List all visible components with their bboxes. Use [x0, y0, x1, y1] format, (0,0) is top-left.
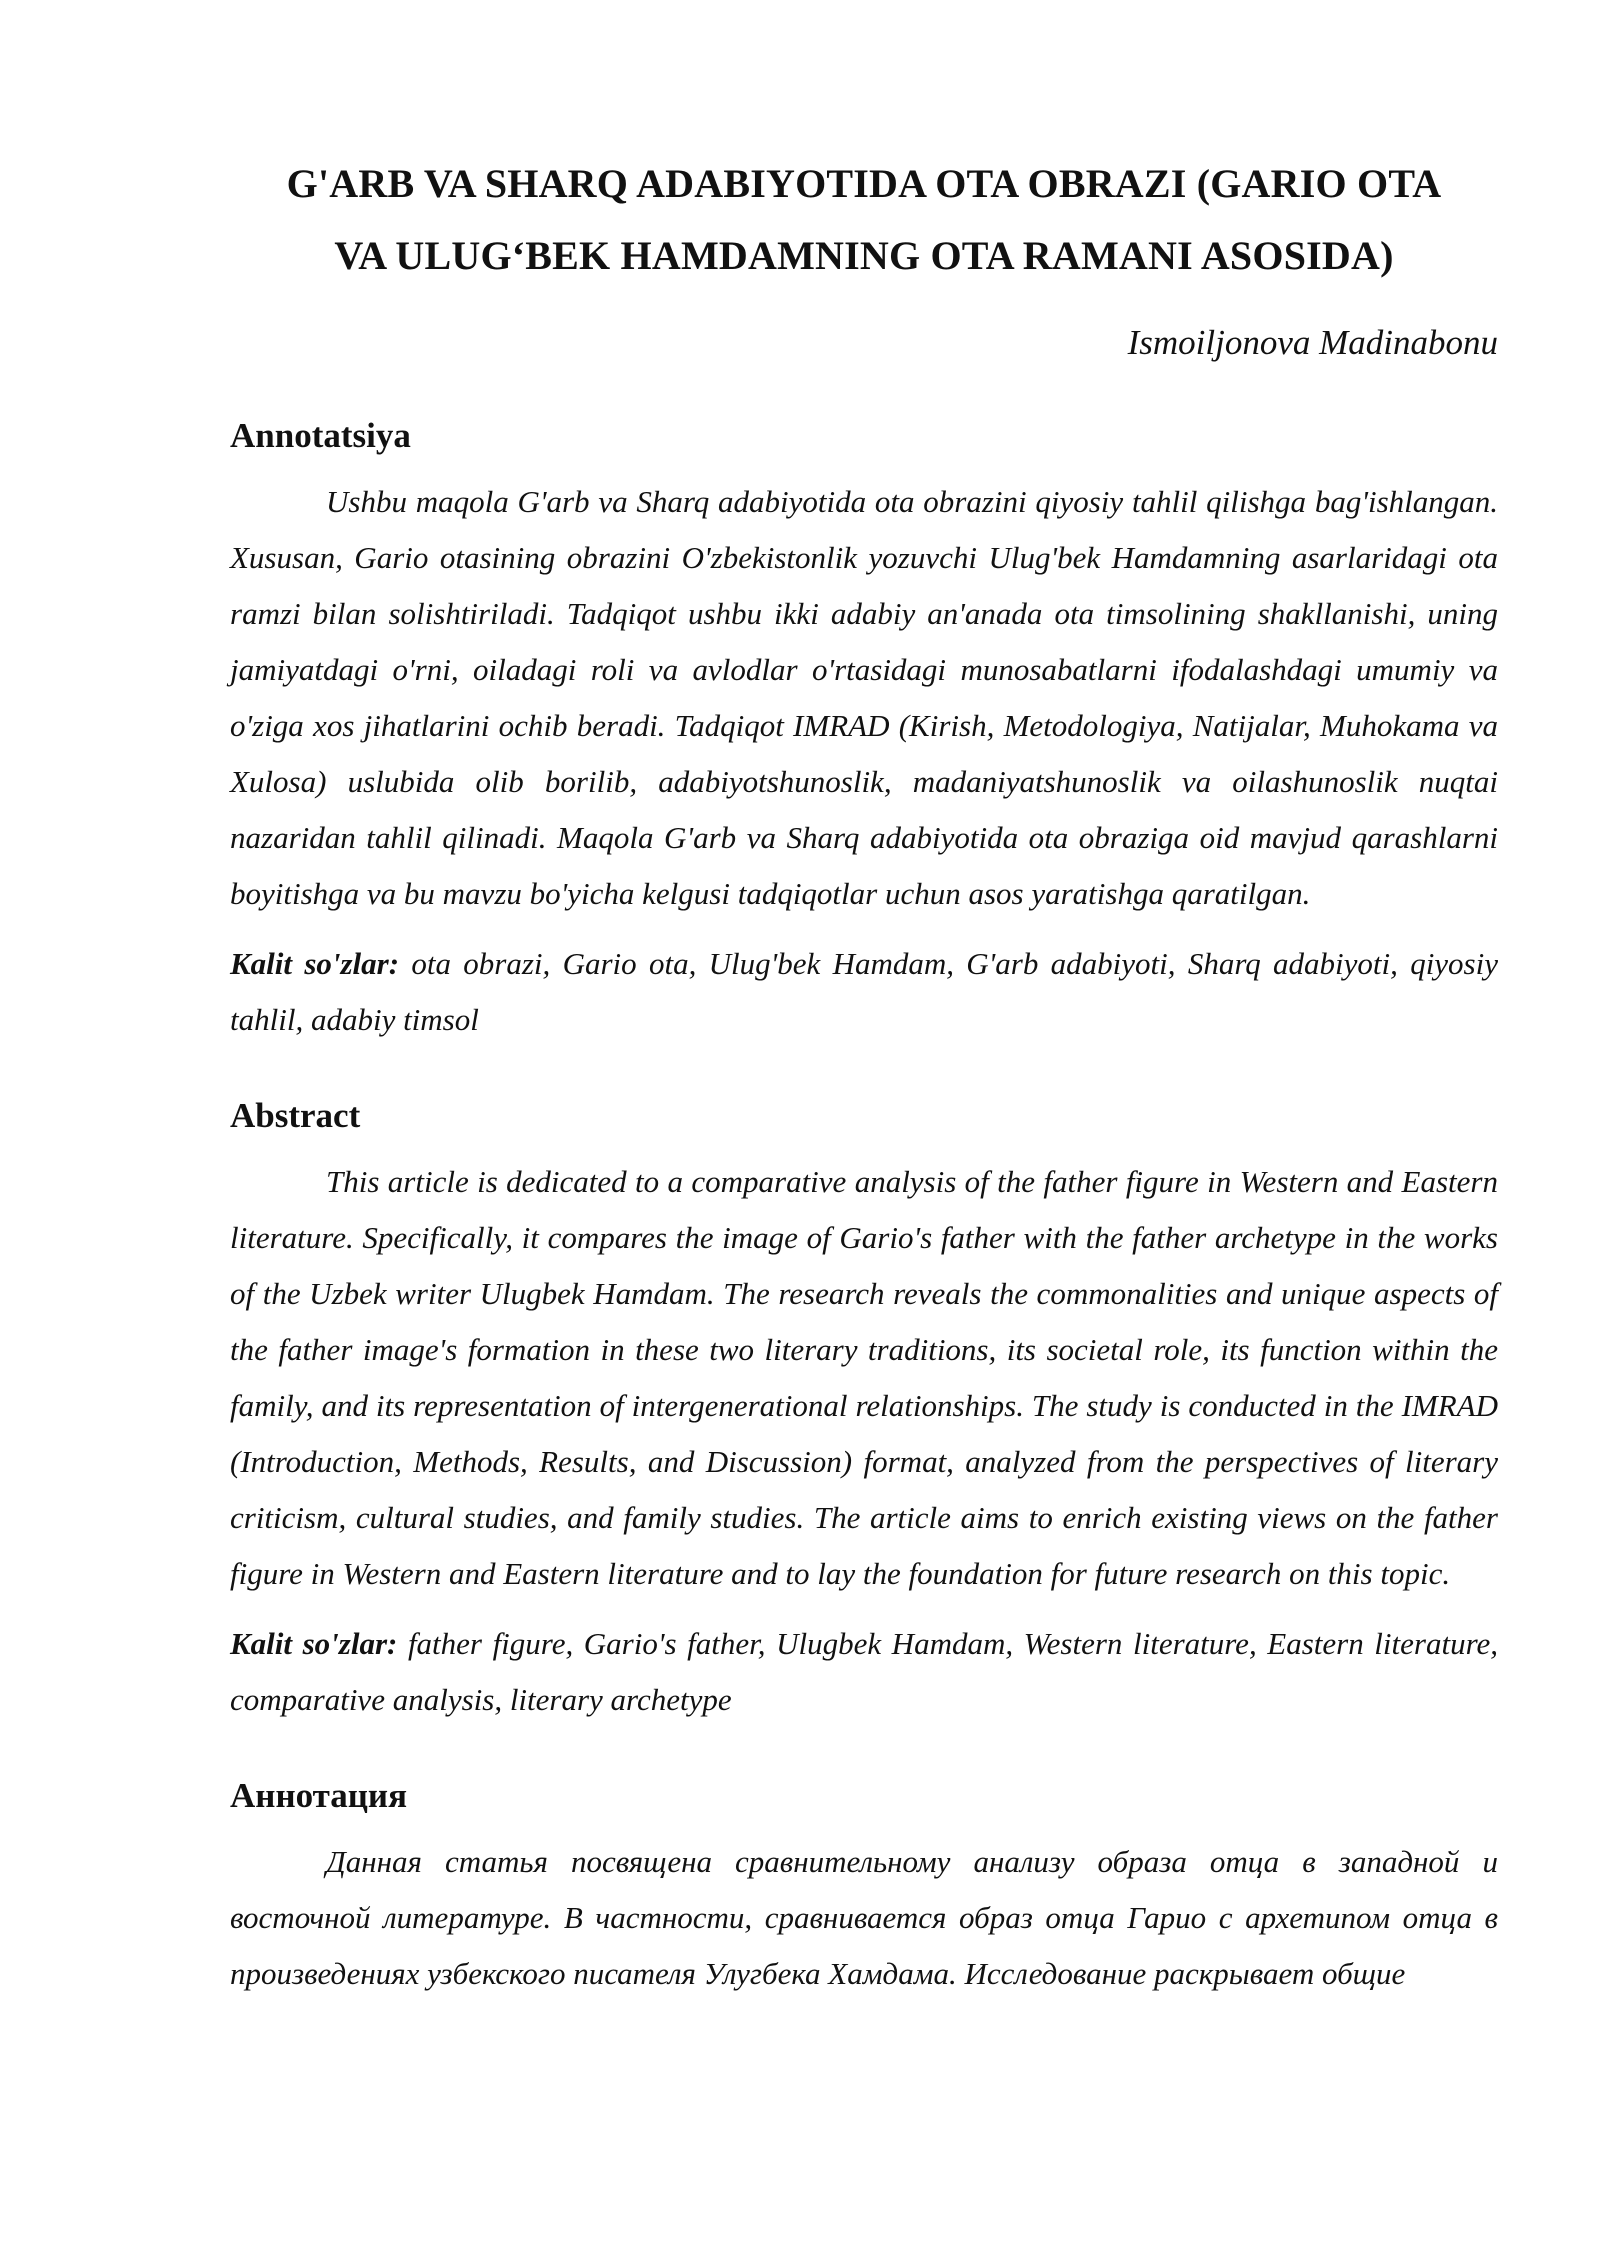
section-annotatsiya-ru [230, 1772, 1498, 2002]
section-annotatsiya [230, 412, 1498, 1048]
keywords-text-uz: ota obrazi, Gario ota, Ulug'bek Hamdam, G'arb adabiyoti, Sharq adabiyoti, qiyosiy tahlil, adabiy timsol [230, 946, 1498, 1037]
section-heading-abstract: Abstract [230, 1096, 361, 1135]
section-heading-ru: Аннотация [230, 1776, 408, 1815]
keywords-label-uz: Kalit so'zlar: [230, 946, 400, 981]
paper-title [230, 148, 1498, 292]
keywords-en [230, 1616, 1498, 1728]
annotation-paragraph-ru: Данная статья посвящена сравнительному анализу образа отца в западной и восточной литературе. В частности, сравнивается образ отца Гарио с архетипом отца в произведениях узбекского писателя Улугбека Хамдама. Исследование раскрывает общие [230, 1844, 1498, 1991]
section-abstract [230, 1092, 1498, 1728]
keywords-label-en: Kalit so'zlar: [230, 1626, 398, 1661]
document-page [230, 148, 1498, 2002]
keywords-uz [230, 936, 1498, 1048]
keywords-text-en: father figure, Gario's father, Ulugbek Hamdam, Western literature, Eastern literature, comparative analysis, literary archetype [230, 1626, 1498, 1717]
title-line-2: VA ULUG‘BEK HAMDAMNING OTA RAMANI ASOSIDA) [334, 233, 1394, 278]
author-name: Ismoiljonova Madinabonu [1127, 323, 1498, 362]
title-line-1: G'ARB VA SHARQ ADABIYOTIDA OTA OBRAZI (GARIO OTA [286, 161, 1442, 206]
annotation-paragraph-uz: Ushbu maqola G'arb va Sharq adabiyotida ota obrazini qiyosiy tahlil qilishga bag'ishlangan. Xususan, Gario otasining obrazini O'zbekistonlik yozuvchi Ulug'bek Hamdamning asarlaridagi ota ramzi bilan solishtiriladi. Tadqiqot ushbu ikki adabiy an'anada ota timsolining shakllanishi, uning jamiyatdagi o'rni, oiladagi roli va avlodlar o'rtasidagi munosabatlarni ifodalashdagi umumiy va o'ziga xos jihatlarini ochib beradi. Tadqiqot IMRAD (Kirish, Metodologiya, Natijalar, Muhokama va Xulosa) uslubida olib borilib, adabiyotshunoslik, madaniyatshunoslik va oilashunoslik nuqtai nazaridan tahlil qilinadi. Maqola G'arb va Sharq adabiyotida ota obraziga oid mavjud qarashlarni boyitishga va bu mavzu bo'yicha kelgusi tadqiqotlar uchun asos yaratishga qaratilgan. [230, 484, 1498, 911]
section-heading-annotatsiya: Annotatsiya [230, 416, 411, 455]
abstract-paragraph-en: This article is dedicated to a comparative analysis of the father figure in Western and Eastern literature. Specifically, it compares the image of Gario's father with the father archetype in the works of the Uzbek writer Ulugbek Hamdam. The research reveals the commonalities and unique aspects of the father image's formation in these two literary traditions, its societal role, its function within the family, and its representation of intergenerational relationships. The study is conducted in the IMRAD (Introduction, Methods, Results, and Discussion) format, analyzed from the perspectives of literary criticism, cultural studies, and family studies. The article aims to enrich existing views on the father figure in Western and Eastern literature and to lay the foundation for future research on this topic. [230, 1164, 1498, 1591]
